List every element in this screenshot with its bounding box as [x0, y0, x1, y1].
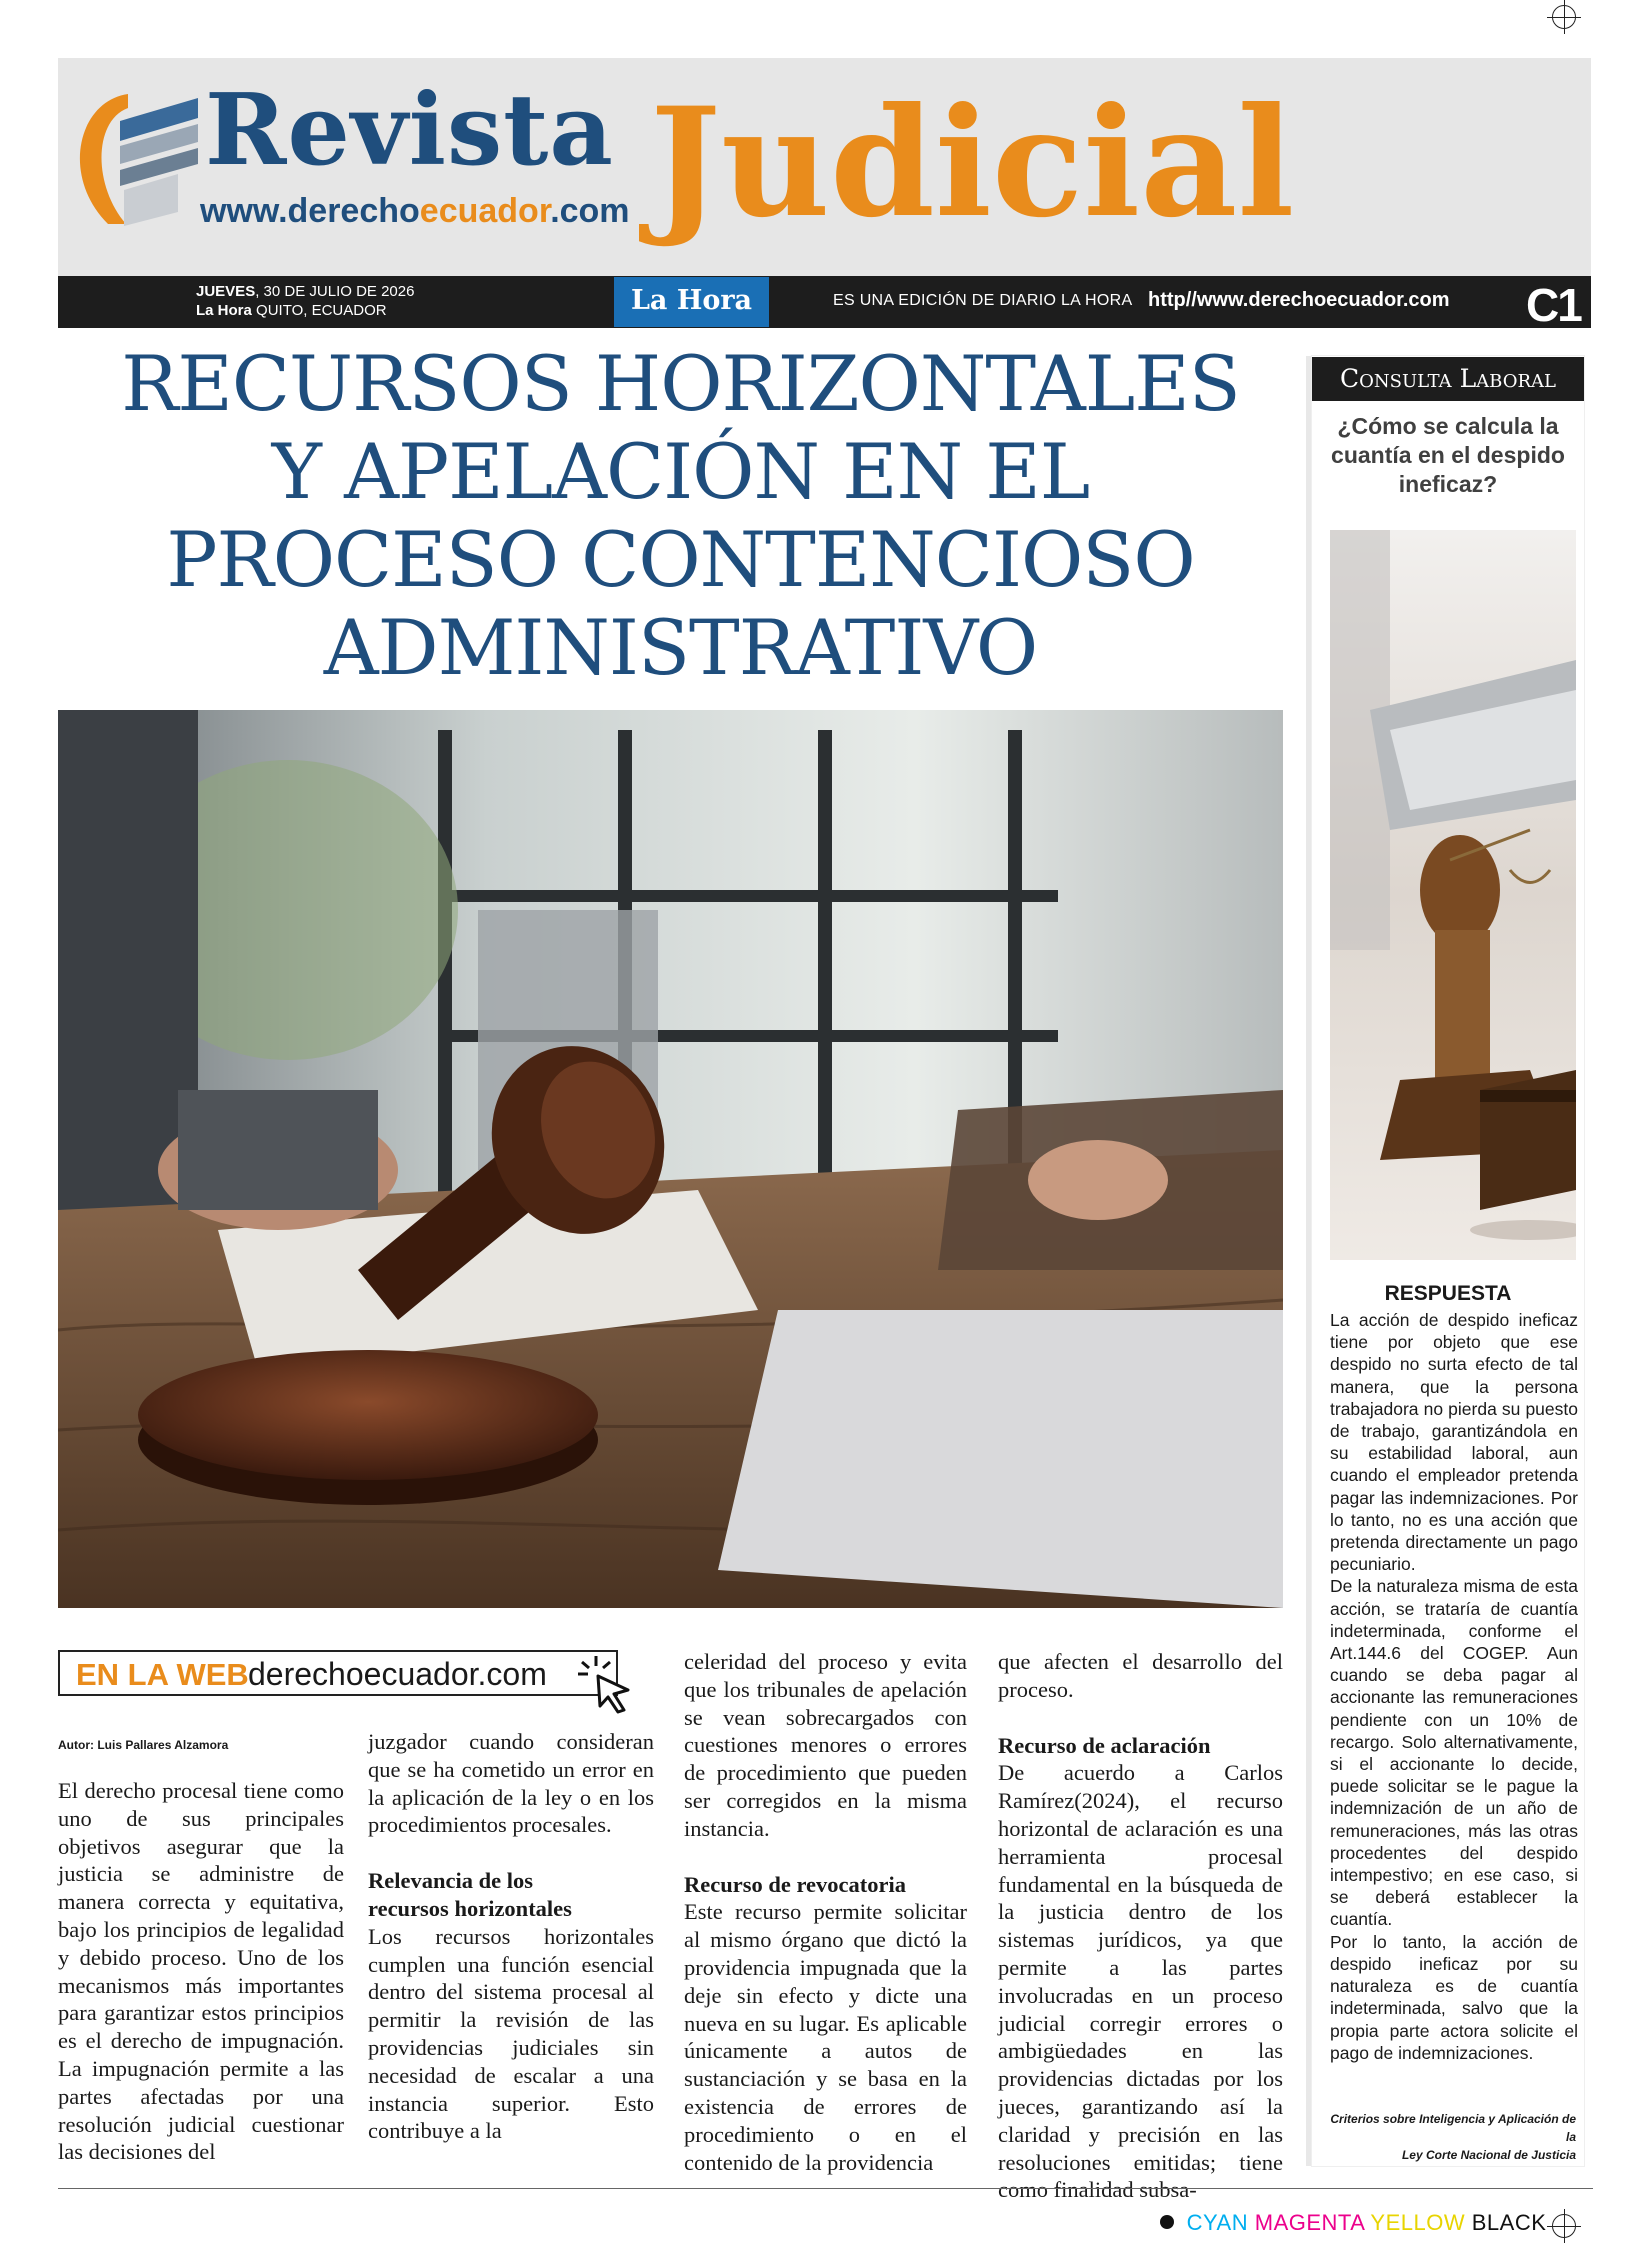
article-paragraph: El derecho procesal tiene como uno de sus principales objetivos asegurar que la justicia se administre de manera correcta y equitativa, bajo los principios de legalidad y debido proceso. Uno de los mecanismos más importantes para garantizar estos principios es el derecho de impugnación. La impugnación permite a las partes afectadas por una resolución judicial cuestionar las decisiones del — [58, 1778, 344, 2165]
color-magenta: MAGENTA — [1254, 2210, 1365, 2235]
headline-line: Y APELACIÓN EN EL — [271, 427, 1090, 516]
article-paragraph: juzgador cuando consideran que se ha cometido un error en la aplicación de la ley o en los procedimientos procesales. — [368, 1729, 654, 1838]
article-column-3 — [684, 1648, 967, 2176]
headline-line: RECURSOS HORIZONTALES — [121, 339, 1240, 428]
registration-mark-bottom-right — [1552, 2214, 1576, 2238]
article-column-2 — [368, 1728, 654, 2145]
issue-date: JUEVES, 30 DE JULIO DE 2026 — [196, 283, 415, 300]
sidebar-question: ¿Cómo se calcula la cuantía en el despido ineficaz? — [1331, 413, 1565, 497]
brand-judicial: Judicial — [650, 75, 1295, 251]
article-column-4 — [998, 1648, 1283, 2204]
registration-mark-top-right — [1552, 5, 1576, 29]
article-paragraph: Este recurso permite solicitar al mismo órgano que dictó la providencia impugnada que la deje sin efecto y dicte una nueva en su lugar. Es aplicable únicamente a autos de sustanciación y se basa en la existencia de errores de procedimiento o en el contenido de la providencia — [684, 1899, 967, 2175]
cursor-click-icon — [572, 1654, 634, 1714]
sidebar-source: Criterios sobre Inteligencia y Aplicación de la Ley Corte Nacional de Justicia — [1330, 2112, 1576, 2162]
sidebar-paragraph: De la naturaleza misma de esta acción, se trataría de cuantía indeterminada, conforme el Art.144.6 del COGEP. Aun cuando se deba pagar al accionante las remuneraciones pendiente con un 10% de recargo. Solo alternativamente, si el accionante lo decide, puede solicitar se le pague la indemnización de un año de remuneraciones, más las otras procedentes del despido intempestivo; en ese caso, si se deberá establecer la cuantía. — [1330, 1576, 1578, 1930]
section-heading: Recurso de revocatoria — [684, 1871, 907, 1897]
brand-url[interactable]: www.derechoecuador.com — [200, 192, 630, 230]
web-promo-label: EN LA WEB — [76, 1657, 249, 1692]
issue-location: La Hora QUITO, ECUADOR — [196, 302, 387, 319]
la-hora-logo[interactable]: La Hora — [614, 277, 769, 327]
gavel-photo — [58, 710, 1283, 1608]
sidebar-header: Consulta Laboral — [1312, 357, 1584, 401]
article-paragraph: que afecten el desarrollo del proceso. — [998, 1649, 1283, 1702]
edition-url-link[interactable]: http//www.derechoecuador.com — [1148, 289, 1450, 311]
section-heading: Recurso de aclaración — [998, 1732, 1211, 1758]
justice-statue-photo — [1330, 530, 1576, 1260]
footer-rule — [58, 2188, 1593, 2189]
article-paragraph: De acuerdo a Carlos Ramírez(2024), el recurso horizontal de aclaración es una herramienta procesal fundamental en la búsqueda de la justicia dentro de los sistemas jurídicos, ya que permite a las partes involucradas en un proceso judicial corregir errores o ambigüedades en las providencias dictadas por los jueces, garantizando así la claridad y precisión en las resoluciones emitidas; tiene como finalidad subsa- — [998, 1760, 1283, 2203]
color-cyan: CYAN — [1186, 2210, 1249, 2235]
web-promo-box[interactable] — [58, 1650, 618, 1696]
sidebar-answer-body — [1330, 1309, 1578, 2064]
brand-revista: Revista — [205, 73, 614, 188]
article-column-1 — [58, 1777, 344, 2166]
black-dot-icon — [1160, 2215, 1174, 2229]
web-promo-url[interactable]: derechoecuador.com — [248, 1656, 547, 1692]
sidebar-paragraph: La acción de despido ineficaz tiene por objeto que ese despido no surta efecto de tal manera, que la persona trabajadora no pierda su puesto de trabajo, garantizándola en su estabilidad laboral, aun cuando el empleador pretenda pagar las indemnizaciones. Por lo tanto, no es una acción que pretenda directamente un pago pecuniario. — [1330, 1310, 1578, 1575]
sidebar-paragraph: Por lo tanto, la acción de despido ineficaz por su naturaleza es de cuantía indeterminada, salvo que la propia parte actora solicite el pago de indemnizaciones. — [1330, 1931, 1578, 2063]
headline-line: ADMINISTRATIVO — [323, 603, 1038, 692]
revista-judicial-logo-icon — [68, 86, 198, 236]
section-heading: Relevancia de los recursos horizontales — [368, 1868, 572, 1921]
headline — [58, 340, 1303, 692]
article-paragraph: Los recursos horizontales cumplen una función esencial dentro del sistema procesal al permitir la revisión de las providencias judiciales sin necesidad de escalar a una instancia superior. Esto contribuye a la — [368, 1923, 654, 2144]
edition-note: ES UNA EDICIÓN DE DIARIO LA HORA — [833, 292, 1133, 309]
info-bar — [58, 276, 1591, 331]
sidebar-answer-title: RESPUESTA — [1384, 1282, 1512, 1305]
author-byline: Autor: Luis Pallares Alzamora — [58, 1738, 229, 1752]
page-code: C1 — [1526, 279, 1581, 331]
color-black: BLACK — [1471, 2210, 1547, 2235]
article-paragraph: celeridad del proceso y evita que los tribunales de apelación se vean sobrecargados con cuestiones menores o errores de procedimiento que pueden ser corregidos en la misma instancia. — [684, 1649, 967, 1841]
color-yellow: YELLOW — [1370, 2210, 1466, 2235]
color-registration-bar — [1160, 2210, 1546, 2236]
headline-line: PROCESO CONTENCIOSO — [166, 515, 1195, 604]
